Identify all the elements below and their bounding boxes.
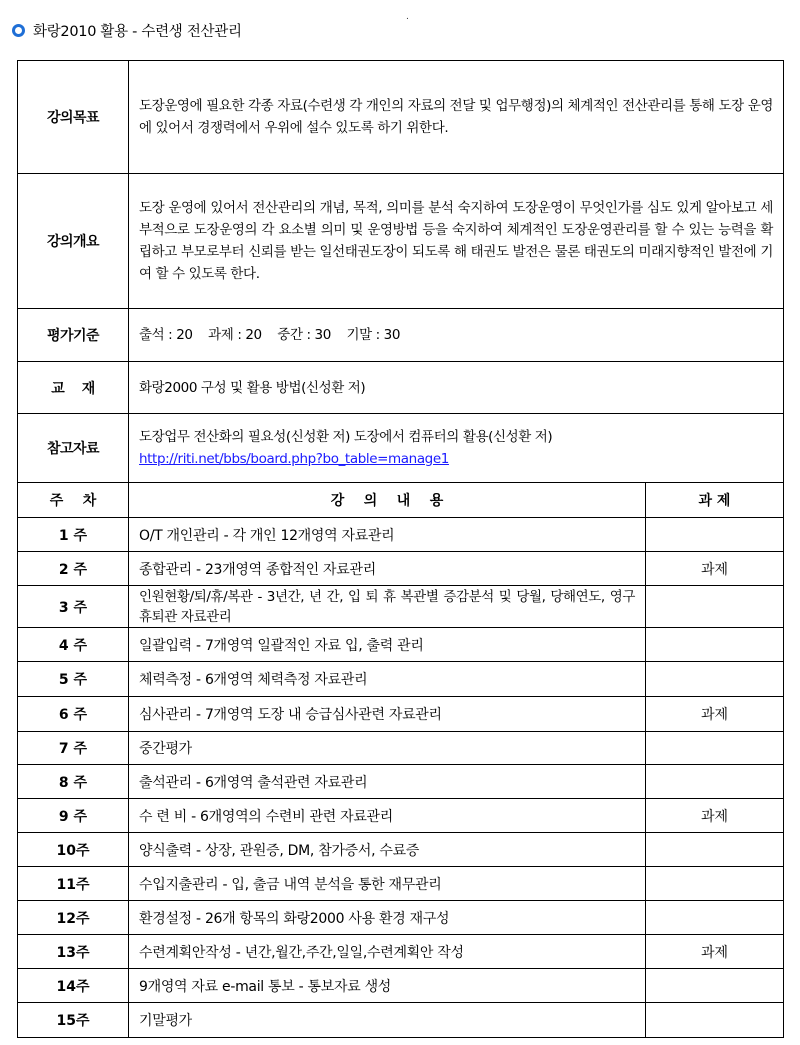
reference-cell — [129, 414, 784, 483]
goal-row — [18, 61, 784, 174]
schedule-header-row — [18, 483, 784, 518]
week-cell: 14주 — [18, 969, 129, 1003]
homework-cell — [646, 1003, 784, 1038]
homework-cell — [646, 765, 784, 799]
content-cell: 환경설정 - 26개 항목의 화랑2000 사용 환경 재구성 — [129, 901, 646, 935]
table-row — [18, 586, 784, 628]
week-cell: 10주 — [18, 833, 129, 867]
content-cell: 중간평가 — [129, 732, 646, 765]
reference-label: 참고자료 — [18, 414, 129, 483]
reference-row — [18, 414, 784, 483]
content-cell: 일괄입력 - 7개영역 일괄적인 자료 입, 출력 관리 — [129, 628, 646, 662]
content-cell: O/T 개인관리 - 각 개인 12개영역 자료관리 — [129, 518, 646, 552]
section-title: 화랑2010 활용 - 수련생 전산관리 — [33, 23, 242, 40]
content-cell: 양식출력 - 상장, 관원증, DM, 참가증서, 수료증 — [129, 833, 646, 867]
table-row — [18, 662, 784, 697]
table-row — [18, 833, 784, 867]
content-cell: 수 련 비 - 6개영역의 수련비 관련 자료관리 — [129, 799, 646, 833]
week-cell: 2 주 — [18, 552, 129, 586]
section-header — [12, 18, 242, 42]
week-cell: 9 주 — [18, 799, 129, 833]
table-row — [18, 901, 784, 935]
table-row — [18, 552, 784, 586]
homework-cell — [646, 833, 784, 867]
reference-text: 도장업무 전산화의 필요성(신성환 저) 도장에서 컴퓨터의 활용(신성환 저) — [139, 429, 553, 445]
overview-label: 강의개요 — [18, 174, 129, 309]
table-row — [18, 518, 784, 552]
content-cell: 출석관리 - 6개영역 출석관련 자료관리 — [129, 765, 646, 799]
reference-link[interactable]: http://riti.net/bbs/board.php?bo_table=manage1 — [139, 451, 449, 467]
homework-cell — [646, 901, 784, 935]
homework-cell — [646, 518, 784, 552]
homework-cell — [646, 867, 784, 901]
homework-cell: 과제 — [646, 935, 784, 969]
homework-cell — [646, 969, 784, 1003]
overview-text: 도장 운영에 있어서 전산관리의 개념, 목적, 의미를 분석 숙지하여 도장운영이 무엇인가를 심도 있게 알아보고 세부적으로 도장운영의 각 요소별 의미 및 운영방법 등을 숙지하여 체계적인 도장운영관리를 할 수 있는 능력을 확립하고 부모로부터 신뢰를 받는 일선태권도장이 되도록 해 태권도 발전은 물론 태권도의 미래지향적인 발전에 기여 할 수 있도록 한다. — [129, 174, 784, 309]
week-header: 주 차 — [18, 483, 129, 518]
table-row — [18, 765, 784, 799]
week-cell: 13주 — [18, 935, 129, 969]
homework-cell — [646, 586, 784, 628]
table-row — [18, 969, 784, 1003]
table-row — [18, 1003, 784, 1038]
table-row — [18, 799, 784, 833]
homework-cell — [646, 628, 784, 662]
circle-bullet-icon — [12, 24, 25, 37]
overview-row — [18, 174, 784, 309]
table-row — [18, 732, 784, 765]
content-header: 강 의 내 용 — [129, 483, 646, 518]
week-cell: 5 주 — [18, 662, 129, 697]
grading-label: 평가기준 — [18, 309, 129, 362]
week-cell: 15주 — [18, 1003, 129, 1038]
table-row — [18, 628, 784, 662]
week-cell: 8 주 — [18, 765, 129, 799]
textbook-label: 교 재 — [18, 362, 129, 414]
table-row — [18, 935, 784, 969]
content-cell: 종합관리 - 23개영역 종합적인 자료관리 — [129, 552, 646, 586]
textbook-row — [18, 362, 784, 414]
homework-header: 과 제 — [646, 483, 784, 518]
goal-text: 도장운영에 필요한 각종 자료(수련생 각 개인의 자료의 전달 및 업무행정)의 체계적인 전산관리를 통해 도장 운영에 있어서 경쟁력에서 우위에 설수 있도록 하기 위한다. — [129, 61, 784, 174]
goal-label: 강의목표 — [18, 61, 129, 174]
week-cell: 1 주 — [18, 518, 129, 552]
week-cell: 7 주 — [18, 732, 129, 765]
textbook-text: 화랑2000 구성 및 활용 방법(신성환 저) — [129, 362, 784, 414]
week-cell: 4 주 — [18, 628, 129, 662]
week-cell: 12주 — [18, 901, 129, 935]
grading-text: 출석 : 20 과제 : 20 중간 : 30 기말 : 30 — [129, 309, 784, 362]
week-cell: 3 주 — [18, 586, 129, 628]
week-cell: 6 주 — [18, 697, 129, 732]
content-cell: 심사관리 - 7개영역 도장 내 승급심사관련 자료관리 — [129, 697, 646, 732]
content-cell: 체력측정 - 6개영역 체력측정 자료관리 — [129, 662, 646, 697]
table-row — [18, 867, 784, 901]
content-cell: 수입지출관리 - 입, 출금 내역 분석을 통한 재무관리 — [129, 867, 646, 901]
homework-cell: 과제 — [646, 552, 784, 586]
homework-cell: 과제 — [646, 799, 784, 833]
syllabus-table — [17, 60, 784, 1038]
stray-dot: . — [406, 12, 409, 22]
content-cell: 수련계획안작성 - 년간,월간,주간,일일,수련계획안 작성 — [129, 935, 646, 969]
content-cell: 기말평가 — [129, 1003, 646, 1038]
grading-row — [18, 309, 784, 362]
homework-cell: 과제 — [646, 697, 784, 732]
content-cell: 인원현황/퇴/휴/복관 - 3년간, 년 간, 입 퇴 휴 복관별 증감분석 및 당월, 당해연도, 영구 휴퇴관 자료관리 — [129, 586, 646, 628]
homework-cell — [646, 732, 784, 765]
table-row — [18, 697, 784, 732]
week-cell: 11주 — [18, 867, 129, 901]
content-cell: 9개영역 자료 e-mail 통보 - 통보자료 생성 — [129, 969, 646, 1003]
homework-cell — [646, 662, 784, 697]
